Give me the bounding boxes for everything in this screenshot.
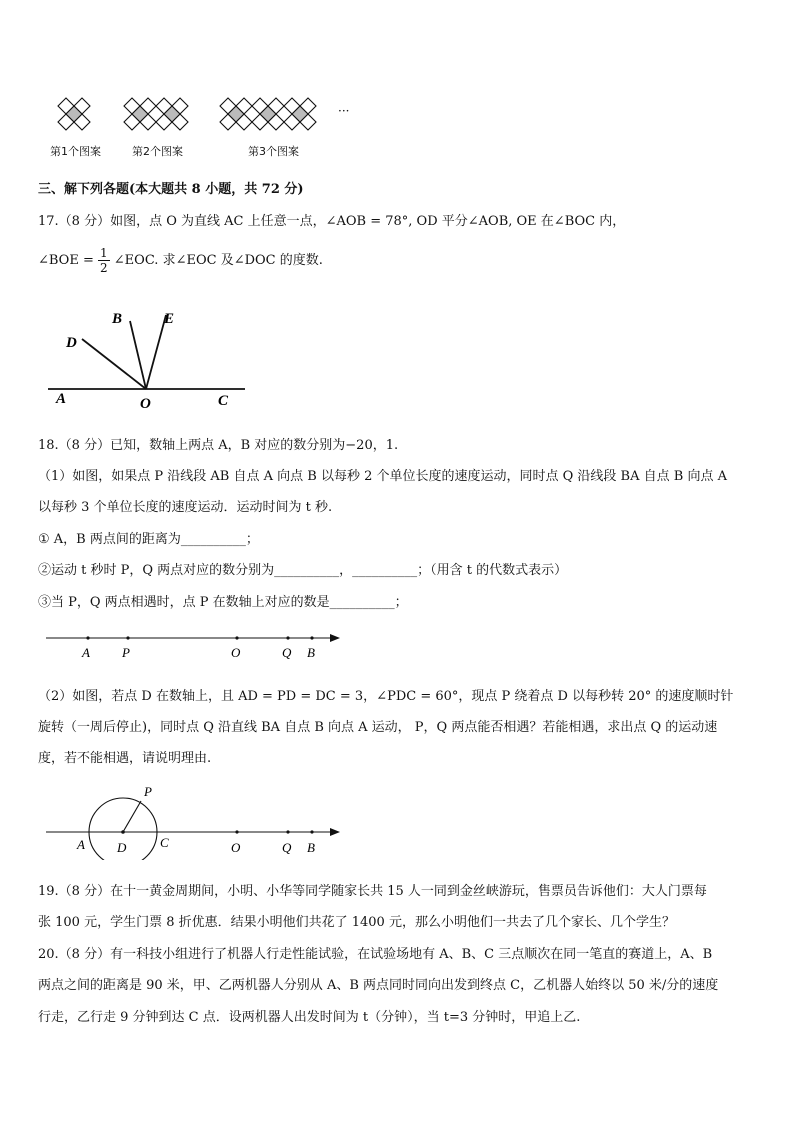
axis2-label-p: P (144, 784, 152, 799)
q18-part1-line-2: 以每秒 3 个单位长度的速度运动．运动时间为 t 秒. (38, 500, 333, 515)
axis1-label-o: O (231, 645, 241, 660)
q17-line-1: 17.（8 分）如图，点 O 为直线 AC 上任意一点，∠AOB = 78°, OD 平分∠AOB, OE 在∠BOC 内， (38, 214, 626, 229)
segment-dp (123, 801, 141, 832)
pattern-caption-1: 第1个图案 (50, 145, 101, 158)
axis2-label-a: A (77, 837, 85, 852)
q19-line-1: 19.（8 分）在十一黄金周期间，小明、小华等同学随家长共 15 人一同到金丝峡游玩，售票员告诉他们：大人门票每 (38, 884, 707, 899)
q18-line-1: 18.（8 分）已知，数轴上两点 A，B 对应的数分别为−20，1. (38, 438, 399, 453)
q20-line-1: 20.（8 分）有一科技小组进行了机器人行走性能试验，在试验场地有 A、B、C 三点顺次在同一笔直的赛道上，A、B (38, 947, 713, 962)
axis2-label-c: C (160, 835, 169, 850)
fraction-denominator: 2 (100, 261, 108, 275)
label-d: D (66, 335, 77, 351)
q18-part2-line-3: 度，若不能相遇，请说明理由. (38, 751, 212, 766)
q19-line-2: 张 100 元，学生门票 8 折优惠．结果小明他们共花了 1400 元，那么小明他们一共去了几个家长、几个学生？ (38, 915, 675, 930)
q18-part1-line-1: （1）如图，如果点 P 沿线段 AB 自点 A 向点 B 以每秒 2 个单位长度的速度运动，同时点 Q 沿线段 BA 自点 B 向点 A (38, 469, 727, 484)
q18-part2-line-2: 旋转（一周后停止)，同时点 Q 沿直线 BA 自点 B 向点 A 运动， P，Q 两点能否相遇？若能相遇，求出点 Q 的运动速 (38, 720, 718, 735)
axis1-label-b: B (307, 645, 315, 660)
pattern-1 (58, 98, 90, 130)
q18-sub-1: ① A，B 两点间的距离为__________； (38, 532, 259, 547)
axis1-label-q: Q (282, 645, 292, 660)
label-a: A (56, 391, 67, 407)
fraction-half (98, 246, 110, 275)
q18-sub-2: ②运动 t 秒时 P，Q 两点对应的数分别为__________，__________；（用含 t 的代数式表示） (38, 563, 568, 578)
pattern-ellipsis: ··· (338, 104, 350, 118)
q18-sub-3: ③当 P，Q 两点相遇时，点 P 在数轴上对应的数是__________； (38, 595, 408, 610)
q17-statement: ∠EOC. 求∠EOC 及∠DOC 的度数. (113, 253, 323, 268)
axis2-label-o: O (231, 840, 241, 855)
number-line-1 (40, 626, 350, 662)
axis2-label-d: D (117, 840, 127, 855)
pattern-3 (220, 98, 316, 130)
number-line-2 (40, 780, 350, 860)
label-b: B (112, 311, 123, 327)
q20-line-2: 两点之间的距离是 90 米，甲、乙两机器人分别从 A、B 两点同时同向出发到终点 C，乙机器人始终以 50 米/分的速度 (38, 978, 719, 993)
axis2-label-b: B (307, 840, 315, 855)
q17-angle-figure (40, 305, 250, 410)
axis1-label-p: P (122, 645, 130, 660)
axis1-label-a: A (82, 645, 90, 660)
pattern-caption-2: 第2个图案 (132, 145, 183, 158)
q20-line-3: 行走，乙行走 9 分钟到达 C 点．设两机器人出发时间为 t（分钟），当 t=3 分钟时，甲追上乙. (38, 1010, 581, 1025)
q17-angle-boe: ∠BOE = (38, 253, 94, 268)
axis2-label-q: Q (282, 840, 292, 855)
q17-line-2 (38, 246, 323, 275)
q18-part2-line-1: （2）如图，若点 D 在数轴上，且 AD = PD = DC = 3，∠PDC = 60°，现点 P 绕着点 D 以每秒转 20° 的速度顺时针 (38, 689, 734, 704)
label-o: O (140, 396, 151, 410)
label-e: E (164, 311, 175, 327)
fraction-numerator: 1 (100, 246, 108, 260)
ray-oe (146, 315, 166, 389)
pattern-figures (40, 88, 360, 138)
label-c: C (218, 393, 229, 409)
section-title: 三、解下列各题(本大题共 8 小题，共 72 分) (38, 182, 304, 197)
pattern-caption-3: 第3个图案 (248, 145, 299, 158)
pattern-2 (124, 98, 188, 130)
